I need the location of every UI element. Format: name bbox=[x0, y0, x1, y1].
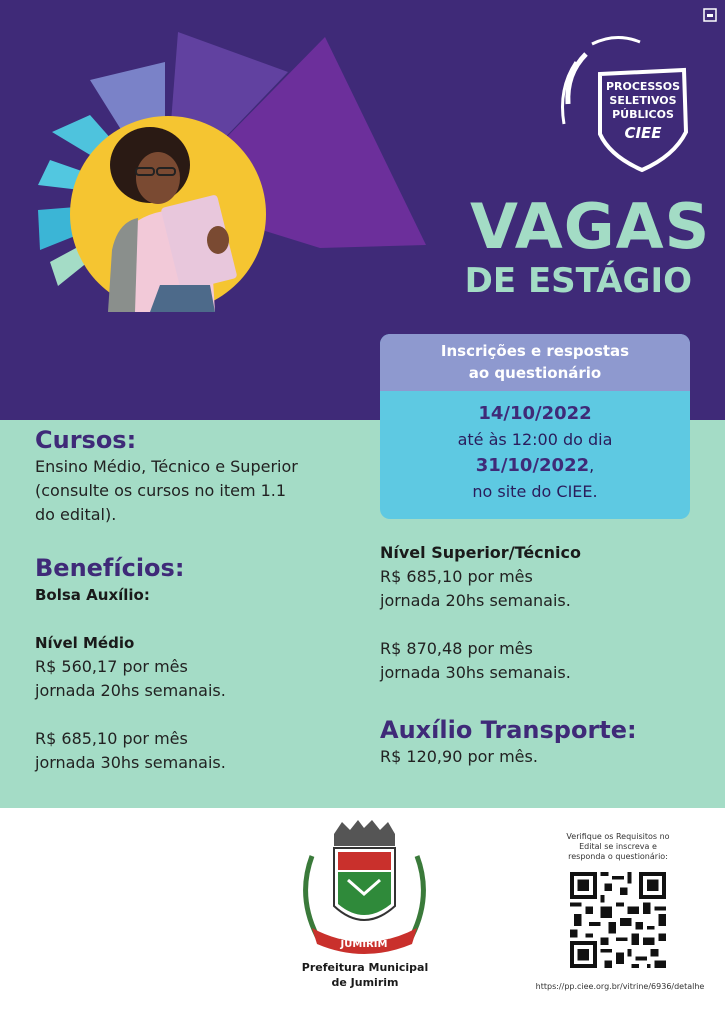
cursos-line2: (consulte os cursos no item 1.1 bbox=[35, 481, 287, 500]
medio-option2-hours: jornada 30hs semanais. bbox=[35, 753, 226, 772]
page-title: VAGAS bbox=[470, 190, 711, 263]
nivel-medio-title: Nível Médio bbox=[35, 634, 135, 652]
verify-text bbox=[554, 832, 682, 862]
registration-start-date: 14/10/2022 bbox=[478, 403, 592, 424]
cursos-line3: do edital). bbox=[35, 505, 117, 524]
beneficios-heading: Benefícios: bbox=[35, 554, 185, 582]
badge-line-1: PROCESSOS bbox=[605, 80, 681, 93]
registration-end-suffix: , bbox=[589, 456, 595, 475]
cursos-heading: Cursos: bbox=[35, 426, 137, 454]
page-subtitle: DE ESTÁGIO bbox=[464, 261, 692, 301]
crest-banner-text: JUMIRIM bbox=[340, 939, 388, 950]
verify-line3: responda o questionário: bbox=[568, 852, 668, 861]
prefeitura-line2: de Jumirim bbox=[331, 976, 399, 989]
right-column bbox=[380, 541, 700, 769]
registration-end-date: 31/10/2022 bbox=[475, 455, 590, 476]
prefeitura-line1: Prefeitura Municipal bbox=[301, 961, 429, 974]
verify-line1: Verifique os Requisitos no bbox=[566, 832, 670, 841]
registration-body bbox=[380, 391, 690, 505]
crest-icon bbox=[292, 816, 437, 961]
registration-heading-line2: ao questionário bbox=[468, 364, 602, 382]
verify-line2: Edital se inscreva e bbox=[579, 842, 657, 851]
transporte-heading: Auxílio Transporte: bbox=[380, 716, 637, 744]
left-column bbox=[35, 425, 365, 775]
ciee-url[interactable]: https://pp.ciee.org.br/vitrine/6936/detalhe bbox=[535, 982, 705, 991]
corner-box-icon bbox=[703, 8, 717, 22]
badge-line-2: SELETIVOS bbox=[609, 94, 677, 107]
superior-option1-value: R$ 685,10 por mês bbox=[380, 567, 533, 586]
nivel-superior-title: Nível Superior/Técnico bbox=[380, 543, 582, 562]
bolsa-label: Bolsa Auxílio: bbox=[35, 586, 150, 604]
superior-option2-hours: jornada 30hs semanais. bbox=[380, 663, 571, 682]
registration-until-text: até às 12:00 do dia bbox=[457, 430, 613, 449]
registration-box bbox=[380, 334, 690, 519]
qr-code-icon[interactable] bbox=[570, 872, 666, 968]
cursos-line1: Ensino Médio, Técnico e Superior bbox=[35, 457, 298, 476]
superior-option1-hours: jornada 20hs semanais. bbox=[380, 591, 571, 610]
transporte-value: R$ 120,90 por mês. bbox=[380, 747, 538, 766]
badge-logo: CIEE bbox=[624, 124, 662, 142]
registration-site: no site do CIEE. bbox=[472, 482, 598, 501]
decorative-fan-graphic bbox=[0, 0, 440, 330]
medio-option2-value: R$ 685,10 por mês bbox=[35, 729, 188, 748]
medio-option1-value: R$ 560,17 por mês bbox=[35, 657, 188, 676]
registration-heading-line1: Inscrições e respostas bbox=[440, 342, 630, 360]
badge-shield-icon bbox=[556, 34, 696, 174]
badge-line-3: PÚBLICOS bbox=[612, 108, 674, 121]
superior-option2-value: R$ 870,48 por mês bbox=[380, 639, 533, 658]
prefeitura-label bbox=[280, 960, 450, 990]
medio-option1-hours: jornada 20hs semanais. bbox=[35, 681, 226, 700]
registration-heading bbox=[380, 334, 690, 391]
